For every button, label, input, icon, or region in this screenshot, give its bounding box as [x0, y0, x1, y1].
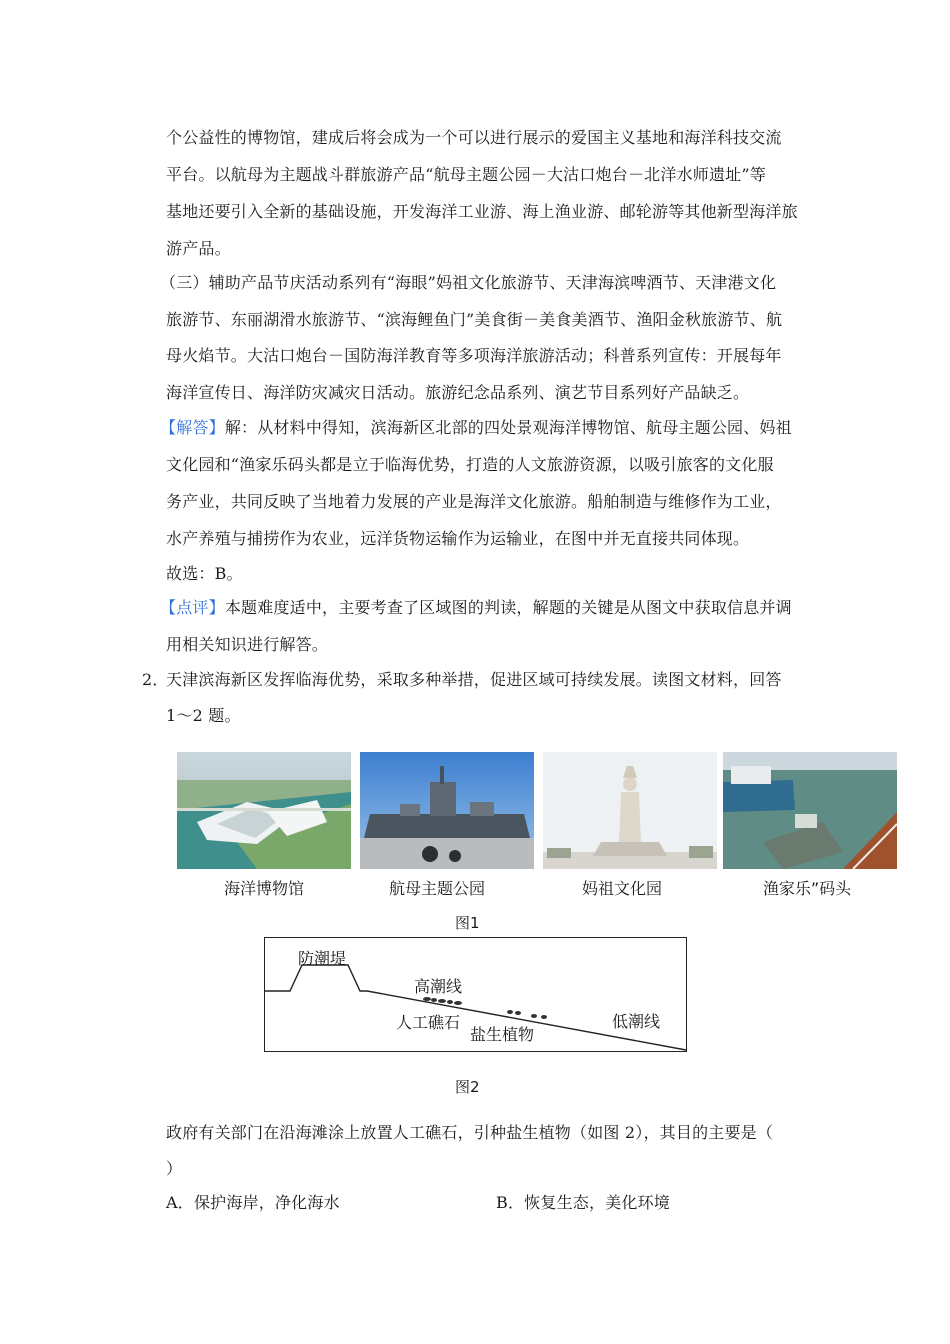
option-label: A． — [166, 1193, 194, 1212]
paragraph-line: 游产品。 — [166, 239, 231, 258]
paragraph-line: 母火焰节。大沽口炮台－国防海洋教育等多项海洋旅游活动；科普系列宣传：开展每年 — [166, 346, 782, 365]
option-b — [496, 1193, 670, 1213]
question-line: 1～2 题。 — [166, 706, 241, 725]
option-text: 保护海岸，净化海水 — [193, 1193, 340, 1212]
artificial-reef-label: 人工礁石 — [396, 1013, 461, 1032]
option-label: B． — [496, 1193, 525, 1212]
question-number: 2． — [142, 670, 169, 689]
option-text: 恢复生态，美化环境 — [524, 1193, 670, 1212]
photo-caption: 妈祖文化园 — [581, 879, 662, 898]
low-tide-label: 低潮线 — [612, 1012, 661, 1031]
question-line: 天津滨海新区发挥临海优势，采取多种举措，促进区域可持续发展。读图文材料，回答 — [166, 670, 782, 689]
answer-line: 水产养殖与捕捞作为农业，远洋货物运输作为运输业，在图中并无直接共同体现。 — [166, 529, 750, 548]
photo-caption: 航母主题公园 — [388, 879, 485, 898]
figure2-label: 图2 — [455, 1078, 480, 1096]
fishing-wharf-photo — [723, 752, 897, 869]
comment-line — [160, 598, 792, 618]
comment-tag: 【点评】 — [160, 598, 225, 617]
high-tide-label: 高潮线 — [414, 977, 463, 996]
paragraph-line: （三）辅助产品节庆活动系列有“海眼”妈祖文化旅游节、天津海滨啤酒节、天津港文化 — [160, 273, 777, 292]
answer-choice: 故选：B。 — [166, 564, 243, 583]
photo-caption: 渔家乐”码头 — [762, 879, 852, 898]
aircraft-carrier-photo — [360, 752, 534, 869]
seawall-label: 防潮堤 — [298, 949, 347, 968]
photo-caption: 海洋博物馆 — [223, 879, 304, 898]
comment-text: 本题难度适中，主要考查了区域图的判读，解题的关键是从图文中获取信息并调 — [224, 598, 792, 617]
answer-line — [160, 418, 792, 438]
answer-text: 解：从材料中得知，滨海新区北部的四处景观海洋博物馆、航母主题公园、妈祖 — [224, 418, 792, 437]
mazu-statue-photo — [543, 752, 717, 869]
salt-plants-label: 盐生植物 — [470, 1025, 535, 1044]
option-a — [166, 1193, 340, 1213]
paragraph-line: 旅游节、东丽湖滑水旅游节、“滨海鲤鱼门”美食街－美食美酒节、渔阳金秋旅游节、航 — [166, 310, 783, 329]
ocean-museum-photo — [177, 752, 351, 869]
question-prompt: 政府有关部门在沿海滩涂上放置人工礁石，引种盐生植物（如图 2），其目的主要是（ — [166, 1123, 774, 1142]
paragraph-line: 基地还要引入全新的基础设施，开发海洋工业游、海上渔业游、邮轮游等其他新型海洋旅 — [166, 202, 798, 221]
question-prompt: ） — [166, 1159, 183, 1178]
comment-line: 用相关知识进行解答。 — [166, 635, 329, 654]
paragraph-line: 海洋宣传日、海洋防灾减灾日活动。旅游纪念品系列、演艺节目系列好产品缺乏。 — [166, 383, 750, 402]
answer-line: 务产业，共同反映了当地着力发展的产业是海洋文化旅游。船舶制造与维修作为工业， — [166, 492, 782, 511]
answer-line: 文化园和“渔家乐码头都是立于临海优势，打造的人文旅游资源，以吸引旅客的文化服 — [166, 455, 774, 474]
figure1-label: 图1 — [455, 914, 480, 932]
paragraph-line: 个公益性的博物馆，建成后将会成为一个可以进行展示的爱国主义基地和海洋科技交流 — [166, 128, 782, 147]
coastal-cross-section-diagram — [264, 937, 687, 1052]
paragraph-line: 平台。以航母为主题战斗群旅游产品“航母主题公园－大沽口炮台－北洋水师遗址”等 — [166, 165, 766, 184]
answer-tag: 【解答】 — [160, 418, 225, 437]
